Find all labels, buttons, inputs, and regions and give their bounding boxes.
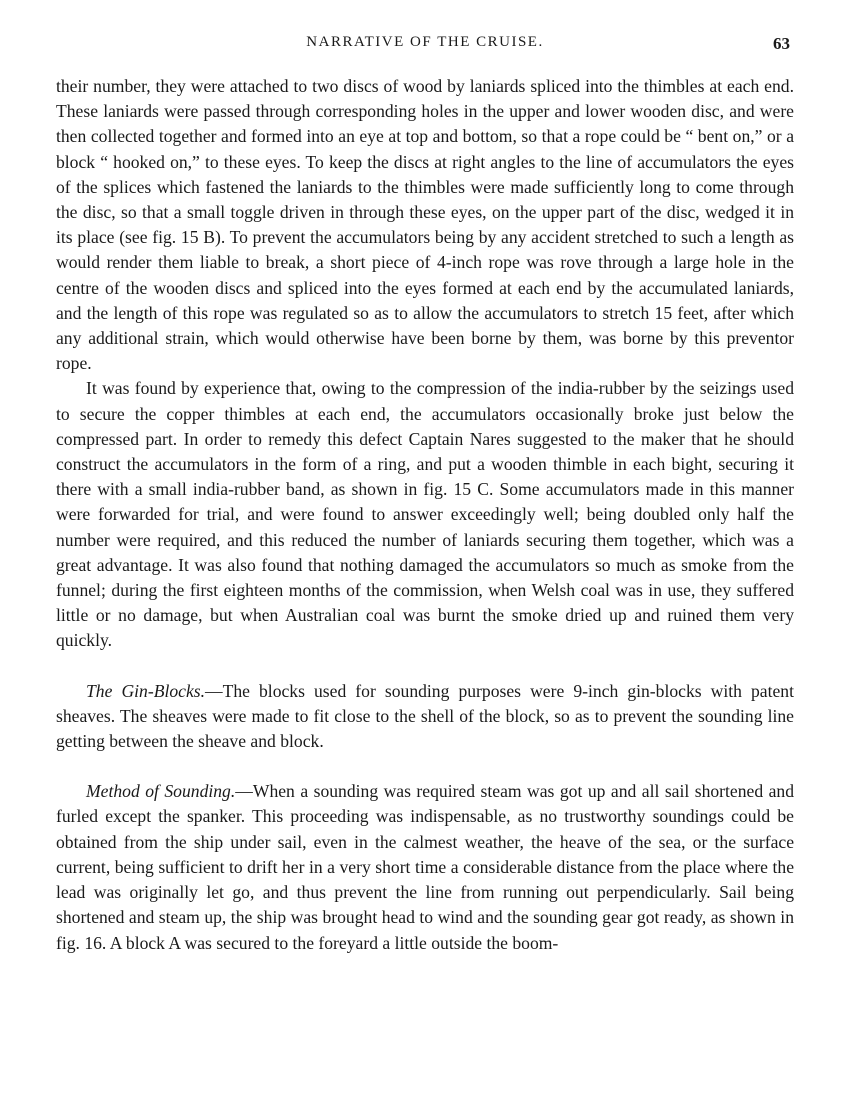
running-title: NARRATIVE OF THE CRUISE. — [306, 34, 544, 50]
page-number: 63 — [773, 34, 790, 53]
running-header — [56, 34, 794, 60]
paragraph-gin-blocks-text: —The blocks used for sounding purposes were 9-inch gin-blocks with patent sheaves. The sheaves were made to fit close to the shell of the block, so as to prevent the sounding line getting between the sheave and block. — [56, 680, 794, 752]
section-heading-gin-blocks: The Gin-Blocks. — [86, 680, 205, 701]
body-text — [56, 74, 794, 956]
paragraph-accumulator-rings: It was found by experience that, owing to the compression of the india-rubber by the seizings used to secure the copper thimbles at each end, the accumulators occasionally broke just below the compressed part. In order to remedy this defect Captain Nares suggested to the maker that he should construct the accumulators in the form of a ring, and put a wooden thimble in each bight, securing it there with a small india-rubber band, as shown in fig. 15 C. Some accumulators made in this manner were forwarded for trial, and were found to answer exceedingly well; being doubled only half the number were required, and this reduced the number of laniards securing them together, which was a great advantage. It was also found that nothing damaged the accumulators so much as smoke from the funnel; during the first eighteen months of the commission, when Welsh coal was in use, they suffered little or no damage, but when Australian coal was burnt the smoke dried up and ruined them very quickly. — [56, 378, 794, 651]
paragraph-gin-blocks — [56, 679, 794, 755]
paragraph-accumulator-discs: their number, they were attached to two discs of wood by laniards spliced into the thimbles at each end. These laniards were passed through corresponding holes in the upper and lower wooden disc, and were then collected together and formed into an eye at top and bottom, so that a rope could be “ bent on,” or a block “ hooked on,” to these eyes. To keep the discs at right angles to the line of accumulators the eyes of the splices which fastened the laniards to the thimbles were made sufficiently long to come through the disc, so that a small toggle driven in through these eyes, on the upper part of the disc, wedged it in its place (see fig. 15 B). To prevent the accumulators being by any accident stretched to such a length as would render them liable to break, a short piece of 4-inch rope was rove through a large hole in the centre of the wooden discs and spliced into the eyes formed at each end by the accumulated laniards, and the length of this rope was regulated so as to allow the accumulators to stretch 15 feet, after which any additional strain, which would otherwise have been borne by them, was borne by this preventor rope. — [56, 76, 794, 374]
section-heading-method-of-sounding: Method of Sounding. — [86, 781, 236, 802]
paragraph-method-of-sounding-text: —When a sounding was required steam was got up and all sail shortened and furled except the spanker. This proceeding was indispensable, as no trustworthy soundings could be obtained from the ship under sail, even in the calmest weather, the heave of the sea, or the surface current, being sufficient to drift her in a very short time a considerable distance from the place where the lead was originally let go, and thus prevent the line from running out perpendicularly. Sail being shortened and steam up, the ship was brought head to wind and the sounding gear got ready, as shown in fig. 16. A block A was secured to the foreyard a little outside the boom- — [56, 781, 795, 953]
paragraph-method-of-sounding — [56, 779, 794, 955]
